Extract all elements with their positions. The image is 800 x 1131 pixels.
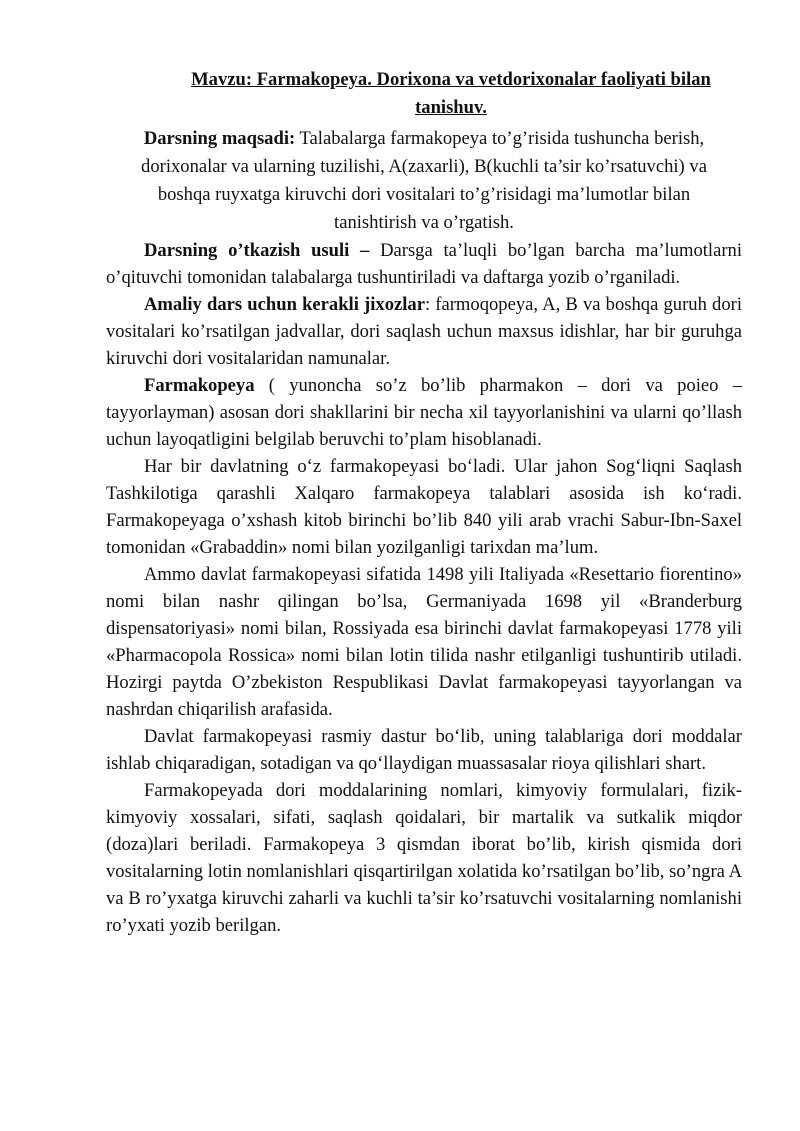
- lesson-method: [106, 237, 742, 291]
- body-paragraph: Har bir davlatning o‘z farmakopeyasi bo‘ladi. Ular jahon Sog‘liqni Saqlash Tashkilotiga qarashli Xalqaro farmakopeya talablari asosida ish ko‘radi. Farmakopeyaga o’xshash kitob birinchi bo’lib 840 yili arab vrachi Sabur-Ibn-Saxel tomonidan «Grabaddin» nomi bilan yozilganligi tarixdan ma’lum.: [106, 456, 742, 558]
- lesson-goal-text: Talabalarga farmakopeya to’g’risida tushuncha berish, dorixonalar va ularning tuzilishi, A(zaxarli), B(kuchli ta’sir ko’rsatuvchi) va boshqa ruyxatga kiruvchi dori vositalari to’g’risidagi ma’lumotlar bilan tanishtirish va o’rgatish.: [141, 128, 707, 233]
- lesson-goal: [106, 125, 742, 237]
- body-paragraph: Ammo davlat farmakopeyasi sifatida 1498 yili Italiyada «Resettario fiorentino» nomi bilan nashr qilingan bo’lsa, Germaniyada 1698 yil «Branderburg dispensatoriyasi» nomi bilan, Rossiyada esa birinchi davlat farmakopeyasi 1778 yili «Pharmacopola Rossica» nomi bilan lotin tilida nashr etilganligi tushuntirib utiladi. Hozirgi paytda O’zbekiston Respublikasi Davlat farmakopeyasi tayyorlangan va nashrdan chiqarilish arafasida.: [106, 564, 742, 720]
- pharmacopoeia-definition: [106, 372, 742, 453]
- lesson-method-label: Darsning o’tkazish usuli –: [144, 240, 370, 261]
- pharmacopoeia-definition-text: ( yunoncha so’z bo’lib pharmakon – dori va poieo – tayyorlayman) asosan dori shakllarini bir necha xil tayyorlanishini va ularni qo’llash uchun layoqatligini belgilab beruvchi to’plam hisoblanadi.: [106, 375, 742, 450]
- body-paragraph: Davlat farmakopeyasi rasmiy dastur bo‘lib, uning talablariga dori moddalar ishlab chiqaradigan, sotadigan va qo‘llaydigan muassasalar rioya qilishlari shart.: [106, 726, 742, 774]
- document-title: Mavzu: Farmakopeya. Dorixona va vetdorixonalar faoliyati bilan tanishuv.: [191, 69, 711, 118]
- lesson-method-text: Darsga ta’luqli bo’lgan barcha ma’lumotlarni o’qituvchi tomonidan talabalarga tushuntiriladi va daftarga yozib o’rganiladi.: [106, 240, 742, 288]
- lesson-goal-label: Darsning maqsadi:: [143, 128, 296, 149]
- lesson-equipment-label: Amaliy dars uchun kerakli jixozlar: [144, 294, 425, 315]
- pharmacopoeia-term: Farmakopeya: [144, 375, 255, 396]
- lesson-equipment-text: : farmoqopeya, A, B va boshqa guruh dori vositalari ko’rsatilgan jadvallar, dori saqlash uchun maxsus idishlar, har bir guruhga kiruvchi dori vositalaridan namunalar.: [106, 294, 742, 369]
- lesson-equipment: [106, 291, 742, 372]
- document-page: [106, 66, 742, 939]
- body-paragraph: Farmakopeyada dori moddalarining nomlari, kimyoviy formulalari, fizik-kimyoviy xossalari, sifati, saqlash qoidalari, bir martalik va sutkalik miqdor (doza)lari beriladi. Farmakopeya 3 qismdan iborat bo’lib, kirish qismida dori vositalarning lotin nomlanishlari qisqartirilgan xolatida ko’rsatilgan bo’lib, so’ngra A va B ro’yxatga kiruvchi zaharli va kuchli ta’sir ko’rsatuvchi vositalarning nomlanishi ro’yxati yozib berilgan.: [106, 780, 742, 936]
